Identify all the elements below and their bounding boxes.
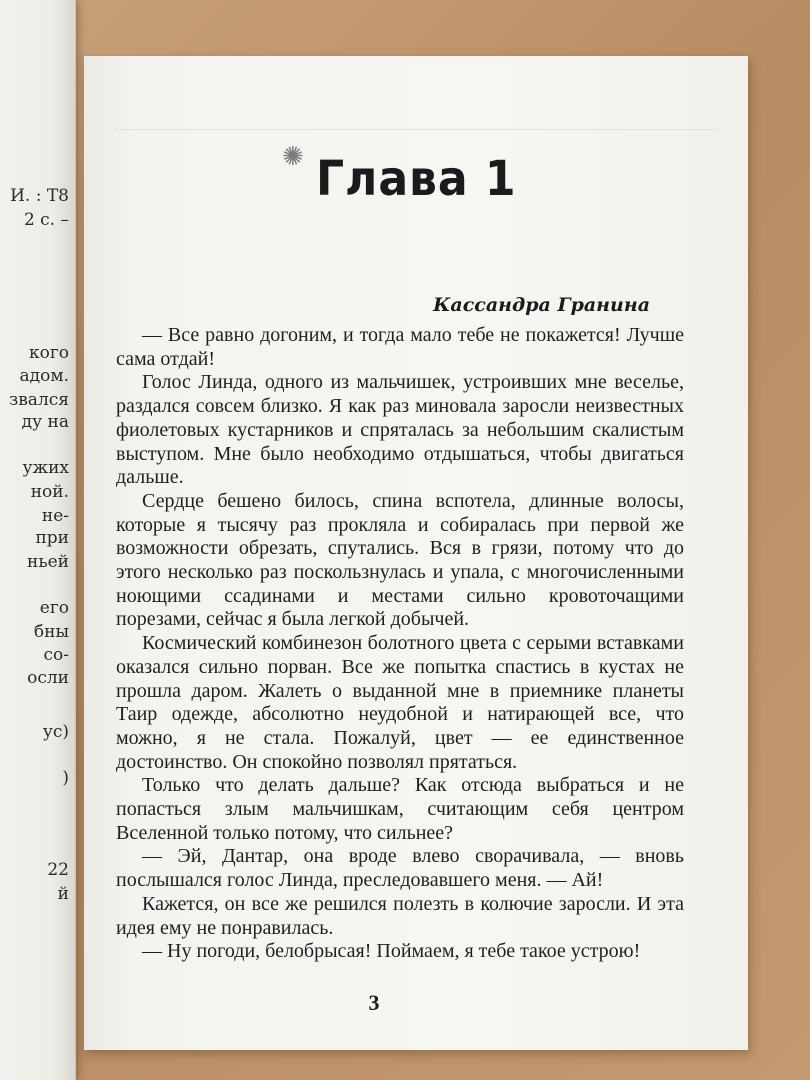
left-page-fragment: й: [57, 884, 69, 904]
left-page-fragment: звался: [8, 390, 69, 410]
body-text: [116, 324, 684, 964]
left-page-fragment: осли: [27, 668, 69, 688]
left-page-fragment: ной.: [30, 482, 69, 502]
author-name: Кассандра Гранина: [433, 294, 650, 316]
left-page-fragment: бны: [33, 622, 69, 642]
left-page-fragment: ус): [42, 722, 69, 742]
left-page-fragment: со-: [43, 645, 69, 665]
left-page-fragment: ужих: [22, 458, 69, 478]
left-page-fragment: ): [62, 768, 69, 788]
book-page: [84, 56, 748, 1050]
left-page-fragment: ду на: [21, 412, 69, 432]
paragraph: — Все равно догоним, и тогда мало тебе не покажется! Лучше сама отдай!: [116, 324, 684, 370]
paragraph: Только что делать дальше? Как отсюда выбраться и не попасться злым мальчишкам, считающим себя центром Вселенной только потому, что сильнее?: [116, 774, 684, 844]
left-page-fragment: его: [39, 598, 69, 618]
paragraph: Космический комбинезон болотного цвета с серыми вставками оказался сильно порван. Все же попытка спастись в кустах не прошла даром. Жалеть о выданной мне в приемнике планеты Таир одежде, абсолютно неудобной и натирающей все, что можно, я не стала. Пожалуй, цвет — ее единственное достоинство. Он спокойно позволял прятаться.: [116, 632, 684, 773]
left-page-fragment: адом.: [19, 366, 69, 386]
star-ornament-icon: ✺: [282, 142, 304, 172]
left-page-fragment: ньей: [27, 552, 69, 572]
left-page-fragment: И. : Т8: [10, 186, 69, 206]
paragraph: — Ну погоди, белобрысая! Поймаем, я тебе такое устрою!: [142, 940, 641, 963]
left-page-fragment: не-: [41, 506, 69, 526]
chapter-title: Глава 1: [316, 151, 517, 207]
left-page-fragment: 22: [47, 860, 69, 880]
paragraph: — Эй, Дантар, она вроде влево сворачивала, — вновь послышался голос Линда, преследовавшего меня. — Ай!: [116, 845, 684, 892]
page-number: 3: [368, 990, 380, 1015]
paragraph: Кажется, он все же решился полезть в колючие заросли. И эта идея ему не понравилась.: [116, 892, 684, 939]
left-page: [0, 0, 76, 1080]
paragraph: Сердце бешено билось, спина вспотела, длинные волосы, которые я тысячу раз прокляла и собиралась при первой же возможности обрезать, спутались. Вся в грязи, потому что до этого несколько раз поскользнулась и упала, с многочисленными ноющими ссадинами и местами сильно кровоточащими порезами, сейчас я была легкой добычей.: [116, 489, 684, 631]
left-page-fragment: при: [35, 528, 69, 548]
left-page-fragment: кого: [28, 343, 69, 363]
left-page-fragment: 2 с. –: [23, 210, 69, 230]
bleed-through-rule: [114, 129, 718, 130]
paragraph: Голос Линда, одного из мальчишек, устроивших мне веселье, раздался совсем близко. Я как раз миновала заросли неизвестных фиолетовых кустарников и спряталась за небольшим скалистым выступом. Мне было необходимо отдышаться, чтобы двигаться дальше.: [116, 371, 684, 489]
